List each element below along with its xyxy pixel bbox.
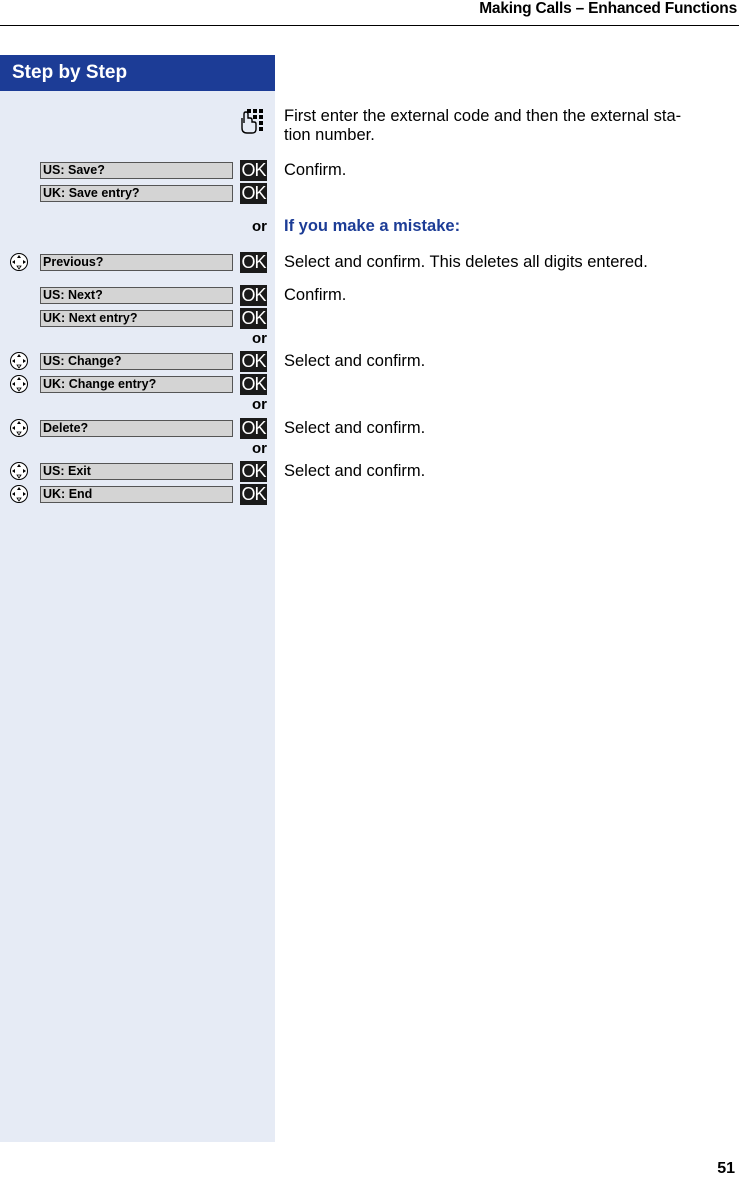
navigation-key-icon[interactable]: [4, 351, 34, 371]
option-row-uk-next: [0, 308, 275, 328]
or-label: or: [252, 330, 267, 347]
ok-key[interactable]: OK: [241, 351, 266, 371]
confirm-text: Confirm.: [284, 161, 347, 179]
ok-key[interactable]: OK: [241, 285, 266, 305]
mistake-heading: If you make a mistake:: [284, 217, 461, 235]
option-row-uk-end: [0, 484, 275, 504]
navigation-key-icon[interactable]: [4, 484, 34, 504]
display-option-us-save[interactable]: US: Save?: [40, 162, 233, 179]
ok-key[interactable]: OK: [241, 252, 266, 272]
navigation-key-icon[interactable]: [4, 418, 34, 438]
previous-text: Select and confirm. This deletes all digits entered.: [284, 253, 648, 271]
navigation-key-icon[interactable]: [4, 461, 34, 481]
page-number: 51: [717, 1160, 735, 1177]
page-header-title: Making Calls – Enhanced Functions: [479, 0, 737, 17]
exit-text: Select and confirm.: [284, 462, 426, 480]
option-row-us-change: [0, 351, 275, 371]
step-enter-number-text: First enter the external code and then the external sta- tion number.: [284, 107, 682, 144]
ok-key[interactable]: OK: [241, 160, 266, 180]
delete-text: Select and confirm.: [284, 419, 426, 437]
sidebar-title: Step by Step: [0, 55, 275, 91]
option-row-previous: [0, 252, 275, 272]
navigation-key-icon[interactable]: [4, 252, 34, 272]
step-by-step-sidebar: [0, 55, 275, 1142]
ok-key[interactable]: OK: [241, 308, 266, 328]
option-row-us-next: [0, 285, 275, 305]
display-option-uk-change[interactable]: UK: Change entry?: [40, 376, 233, 393]
ok-key[interactable]: OK: [241, 183, 266, 203]
display-option-us-change[interactable]: US: Change?: [40, 353, 233, 370]
ok-key[interactable]: OK: [241, 484, 266, 504]
option-row-us-exit: [0, 461, 275, 481]
display-option-delete[interactable]: Delete?: [40, 420, 233, 437]
option-row-delete: [0, 418, 275, 438]
option-row-us-save: [0, 160, 275, 180]
or-label: or: [252, 218, 267, 235]
or-label: or: [252, 396, 267, 413]
option-row-uk-save: [0, 183, 275, 203]
display-option-uk-next[interactable]: UK: Next entry?: [40, 310, 233, 327]
display-option-us-exit[interactable]: US: Exit: [40, 463, 233, 480]
or-label: or: [252, 440, 267, 457]
display-option-us-next[interactable]: US: Next?: [40, 287, 233, 304]
option-row-uk-change: [0, 374, 275, 394]
keypad-icon: [238, 108, 266, 134]
header-divider: [0, 25, 739, 26]
next-confirm-text: Confirm.: [284, 286, 347, 304]
navigation-key-icon[interactable]: [4, 374, 34, 394]
display-option-uk-end[interactable]: UK: End: [40, 486, 233, 503]
ok-key[interactable]: OK: [241, 418, 266, 438]
display-option-uk-save[interactable]: UK: Save entry?: [40, 185, 233, 202]
display-option-previous[interactable]: Previous?: [40, 254, 233, 271]
ok-key[interactable]: OK: [241, 461, 266, 481]
change-text: Select and confirm.: [284, 352, 426, 370]
ok-key[interactable]: OK: [241, 374, 266, 394]
